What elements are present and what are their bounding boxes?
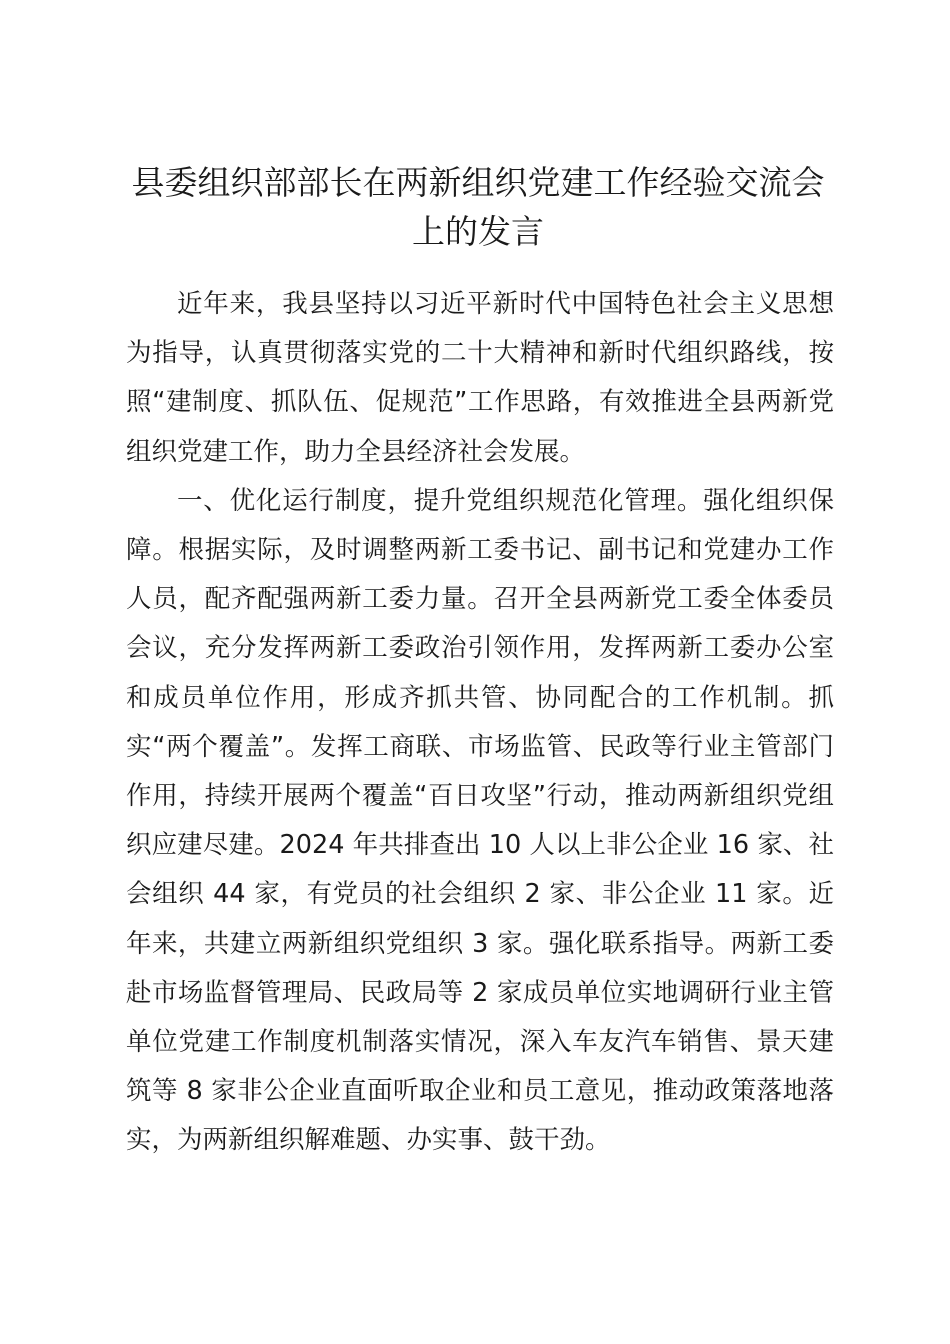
document-title: 县委组织部部长在两新组织党建工作经验交流会上的发言 [131, 163, 825, 251]
document-body [126, 280, 834, 1166]
paragraph-section-one: 一、优化运行制度，提升党组织规范化管理。强化组织保障。根据实际，及时调整两新工委书记、副书记和党建办工作人员，配齐配强两新工委力量。召开全县两新党工委全体委员会议，充分发挥两新工委政治引领作用，发挥两新工委办公室和成员单位作用，形成齐抓共管、协同配合的工作机制。抓实“两个覆盖”。发挥工商联、市场监管、民政等行业主管部门作用，持续开展两个覆盖“百日攻坚”行动，推动两新组织党组织应建尽建。2024 年共排查出 10 人以上非公企业 16 家、社会组织 44 家，有党员的社会组织 2 家、非公企业 11 家。近年来，共建立两新组织党组织 3 家。强化联系指导。两新工委赴市场监督管理局、民政局等 2 家成员单位实地调研行业主管单位党建工作制度机制落实情况，深入车友汽车销售、景天建筑等 8 家非公企业直面听取企业和员工意见，推动政策落地落实，为两新组织解难题、办实事、鼓干劲。 [126, 485, 834, 1156]
paragraph-intro: 近年来，我县坚持以习近平新时代中国特色社会主义思想为指导，认真贯彻落实党的二十大精神和新时代组织路线，按照“建制度、抓队伍、促规范”工作思路，有效推进全县两新党组织党建工作，助力全县经济社会发展。 [126, 289, 834, 467]
